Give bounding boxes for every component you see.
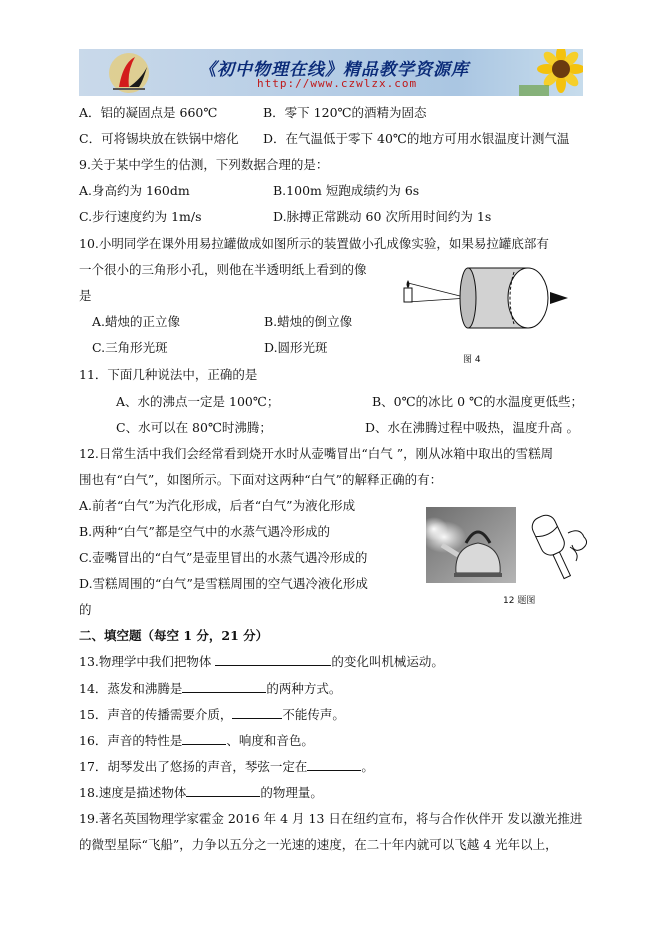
q16-text-before: 16．声音的特性是 bbox=[79, 733, 183, 748]
kettle-photo bbox=[426, 507, 516, 583]
q11-option-d: D、水在沸腾过程中吸热，温度升高 。 bbox=[365, 420, 579, 435]
banner-title: 《初中物理在线》精品教学资源库 bbox=[199, 60, 469, 80]
q9-option-c: C.步行速度约为 1m/s bbox=[79, 209, 202, 224]
q12-line2: 围也有“白气”，如图所示。下面对这两种“白气”的解释正确的有： bbox=[79, 472, 443, 487]
q12-option-d-line2: 的 bbox=[79, 602, 92, 617]
q14-text-after: 的两种方式。 bbox=[266, 681, 342, 696]
q10-line1: 10.小明同学在课外用易拉罐做成如图所示的装置做小孔成像实验，如果易拉罐底部有 bbox=[79, 236, 549, 251]
q15-answer-blank[interactable] bbox=[232, 707, 282, 719]
logo-icon bbox=[99, 49, 159, 96]
q13-text-after: 的变化叫机械运动。 bbox=[331, 654, 444, 669]
header-banner bbox=[79, 49, 583, 96]
q13 bbox=[79, 652, 444, 670]
q11-option-b: B、0℃的冰比 0 ℃的水温度更低些； bbox=[372, 394, 584, 409]
q16 bbox=[79, 731, 314, 749]
q18 bbox=[79, 783, 323, 801]
q14 bbox=[79, 679, 341, 697]
q8-option-b: B．零下 120℃的酒精为固态 bbox=[263, 105, 427, 120]
section2-heading: 二、填空题（每空 1 分，21 分） bbox=[79, 628, 269, 643]
q17-text-after: 。 bbox=[361, 759, 374, 774]
q15-text-after: 不能传声。 bbox=[282, 707, 345, 722]
q10-line2: 一个很小的三角形小孔，则他在半透明纸上看到的像 bbox=[79, 262, 367, 277]
q14-answer-blank[interactable] bbox=[182, 681, 266, 693]
q19-line1: 19.著名英国物理学家霍金 2016 年 4 月 13 日在纽约宣布，将与合作伙伴开 发以激光推进 bbox=[79, 811, 583, 826]
q11-option-c: C、水可以在 80℃时沸腾； bbox=[116, 420, 272, 435]
q10-line3: 是 bbox=[79, 288, 92, 303]
q12-option-b: B.两种“白气”都是空气中的水蒸气遇冷形成的 bbox=[79, 524, 330, 539]
q9-option-a: A.身高约为 160dm bbox=[79, 183, 190, 198]
q19-line2: 的微型星际“飞船”，力争以五分之一光速的速度，在二十年内就可以飞越 4 光年以上， bbox=[79, 837, 558, 852]
q15 bbox=[79, 705, 345, 723]
q16-answer-blank[interactable] bbox=[182, 733, 226, 745]
q9-stem: 9.关于某中学生的估测，下列数据合理的是： bbox=[79, 157, 329, 172]
q12-line1: 12.日常生活中我们会经常看到烧开水时从壶嘴冒出“白气 ”，刚从冰箱中取出的雪糕周 bbox=[79, 446, 554, 461]
q12-option-a: A.前者“白气”为汽化形成，后者“白气”为液化形成 bbox=[79, 498, 356, 513]
sunflower-icon bbox=[519, 49, 583, 96]
q17-text-before: 17．胡琴发出了悠扬的声音，琴弦一定在 bbox=[79, 759, 308, 774]
q14-text-before: 14．蒸发和沸腾是 bbox=[79, 681, 183, 696]
q12-figure-label: 12 题图 bbox=[503, 596, 536, 606]
q12-option-c: C.壶嘴冒出的“白气”是壶里冒出的水蒸气遇冷形成的 bbox=[79, 550, 368, 565]
q10-figure-label: 图 4 bbox=[463, 355, 481, 365]
q10-option-d: D.圆形光斑 bbox=[264, 340, 328, 355]
q11-stem: 11．下面几种说法中，正确的是 bbox=[79, 367, 258, 382]
q18-answer-blank[interactable] bbox=[186, 785, 260, 797]
q8-option-a: A．铝的凝固点是 660℃ bbox=[79, 105, 218, 120]
pinhole-camera-figure bbox=[398, 258, 578, 338]
q9-option-d: D.脉搏正常跳动 60 次所用时间约为 1s bbox=[273, 209, 492, 224]
q8-option-d: D．在气温低于零下 40℃的地方可用水银温度计测气温 bbox=[263, 131, 570, 146]
ice-cream-drawing bbox=[520, 507, 592, 589]
q13-answer-blank[interactable] bbox=[215, 654, 331, 666]
q11-option-a: A、水的沸点一定是 100℃； bbox=[116, 394, 280, 409]
q15-text-before: 15．声音的传播需要介质， bbox=[79, 707, 233, 722]
q18-text-after: 的物理量。 bbox=[260, 785, 323, 800]
q13-text-before: 13.物理学中我们把物体 bbox=[79, 654, 216, 669]
q17-answer-blank[interactable] bbox=[307, 759, 361, 771]
q16-text-after: 、响度和音色。 bbox=[226, 733, 314, 748]
q10-option-b: B.蜡烛的倒立像 bbox=[264, 314, 353, 329]
q10-option-c: C.三角形光斑 bbox=[92, 340, 168, 355]
q18-text-before: 18.速度是描述物体 bbox=[79, 785, 187, 800]
q12-option-d-line1: D.雪糕周围的“白气”是雪糕周围的空气遇冷液化形成 bbox=[79, 576, 368, 591]
q8-option-c: C．可将锡块放在铁锅中熔化 bbox=[79, 131, 239, 146]
q10-option-a: A.蜡烛的正立像 bbox=[92, 314, 181, 329]
q17 bbox=[79, 757, 374, 775]
q9-option-b: B.100m 短跑成绩约为 6s bbox=[273, 183, 420, 198]
banner-url[interactable]: http://www.czwlzx.com bbox=[257, 77, 418, 90]
